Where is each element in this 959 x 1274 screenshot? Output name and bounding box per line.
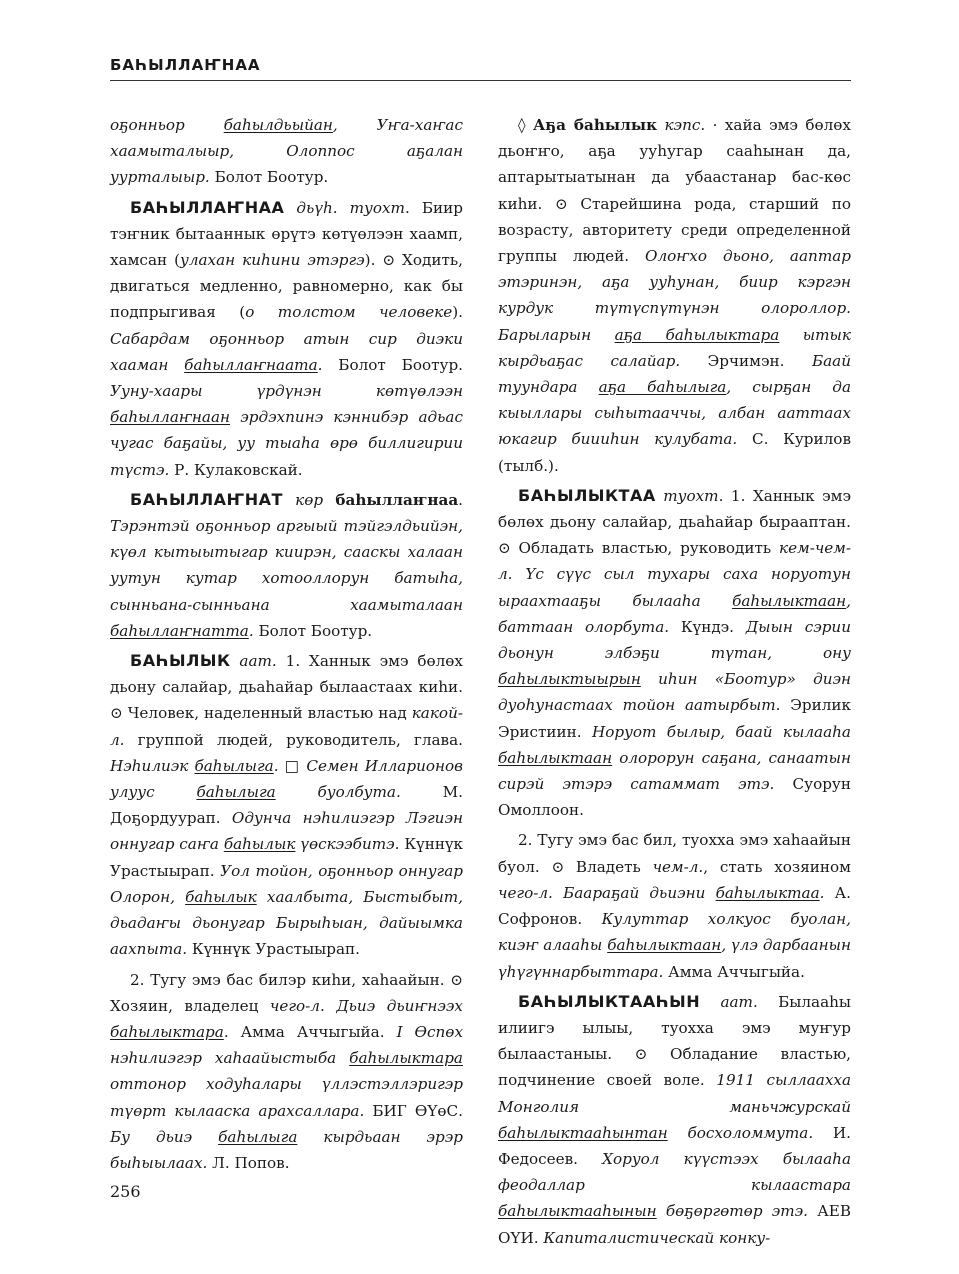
entry-bahylyk-sense-2: [110, 967, 463, 1177]
example-text: хаалбыта, Быстыбыт, дьадаҥы дьонугар Бырыһыан, дайыымка аахпыта.: [110, 887, 463, 959]
example-text: , үлэ дарбаанын үһүгүннарбыттара.: [498, 936, 851, 981]
usage-note: кем-чем-л.: [498, 539, 851, 584]
header-rule: [110, 80, 851, 81]
source-author: Л. Попов.: [207, 1153, 290, 1172]
underlined-word: баһылыга: [196, 783, 276, 802]
entry-bahylyktaa-sense-2: [498, 827, 851, 984]
example-text: Үс сүүс сыл тухары саха норуотун ыраахтааҕы былааһа: [498, 565, 851, 610]
definition-text: Биир тэҥник бытааннык өрүтэ көтүөлээн хаамп, хамсан (: [110, 198, 463, 270]
underlined-word: баһыллаҥнаан: [110, 408, 231, 427]
source-author: Эрчимэн.: [680, 351, 812, 370]
source-author: Болот Боотур.: [209, 168, 329, 187]
grammar-label: дьүһ. туохт.: [284, 198, 410, 217]
underlined-word: аҕа баһылыктара: [614, 325, 780, 344]
example-text: Норуот былыр, баай кылааһа: [591, 722, 851, 741]
example-text: олорорун саҕана, санаатын сирэй этэрэ сатаммат этэ.: [498, 748, 851, 794]
example-text: Уол тойон, оҕонньор оннугар Олорон,: [110, 861, 463, 906]
definition-text: 1. Ханнык эмэ бөлөх дьону салайар, дьаһайар бырааптан. ⊙ Обладать властью, руководить: [498, 486, 851, 558]
example-text: кырдьаан эрэр быһыылаах.: [110, 1127, 463, 1172]
diamond-icon: ◊: [518, 116, 533, 134]
punctuation: .: [317, 355, 323, 374]
underlined-word: баһыллаҥнаата: [184, 355, 318, 374]
source-author: И. Федосеев.: [498, 1123, 851, 1168]
translation-text: группой людей, руководитель, глава.: [124, 730, 463, 749]
example-text: оҕонньор: [110, 116, 224, 134]
underlined-word: баһылыктара: [110, 1022, 224, 1041]
left-column: [110, 112, 463, 1176]
source-author: С. Курилов (тылб.).: [498, 430, 851, 475]
example-text: Бу дьиэ: [110, 1127, 219, 1146]
source-author: А. Софронов.: [498, 883, 851, 929]
underlined-word: баһылык: [223, 835, 296, 854]
source-author: АЕВ ОҮИ.: [498, 1202, 851, 1247]
source-author: Амма Аччыгыйа.: [228, 1022, 397, 1041]
underlined-word: баһылыга: [194, 756, 274, 775]
example-text: 1911 сыллаахха Монголия маньчжурскай: [498, 1071, 852, 1116]
underlined-word: баһылыктаан: [607, 936, 722, 955]
punctuation: .: [223, 1022, 229, 1041]
underlined-word: баһыллаҥнатта: [110, 621, 249, 640]
usage-note: улахан киһини этэргэ: [180, 251, 365, 270]
example-text: бөҕөргөтөр этэ.: [656, 1202, 809, 1221]
example-text: Капиталистическай конку-: [543, 1228, 771, 1247]
phrase-headword: Аҕа баһылык: [532, 116, 658, 134]
headword: БАҺЫЛЫК: [130, 651, 231, 671]
source-author: Күннүк Урастыырап.: [187, 940, 360, 959]
grammar-label: аат.: [700, 992, 758, 1011]
underlined-word: баһылыктаа: [715, 883, 820, 902]
example-text: Ууну-хаары үрдүнэн көтүөлээн: [110, 382, 463, 401]
translation-text: ). ⊙ Ходить, двигаться медленно, равномерно, как бы подпрыгивая (: [110, 251, 463, 322]
source-author: Эрилик Эристиин.: [498, 696, 851, 741]
definition-text: 1. Ханнык эмэ бөлөх дьону салайар, дьаһайар былаастаах киһи. ⊙ Человек, наделенный властью над: [110, 652, 463, 723]
source-author: М. Доҕордуурап.: [110, 783, 463, 828]
source-author: БИГ ӨҮөС.: [364, 1101, 463, 1120]
example-text: Бaaраҕай дьиэни: [563, 883, 716, 902]
headword: БАҺЫЛЫКТААҺЫН: [518, 991, 701, 1011]
grammar-label: кэпс. ·: [657, 116, 718, 134]
source-author: Суорун Омоллоон.: [498, 775, 851, 820]
underlined-word: баһылыктааһынтан: [498, 1123, 668, 1142]
definition-text: 2. Тугу эмэ бас билэр киһи, хаһаайын. ⊙ Хозяин, владелец: [110, 970, 463, 1015]
source-author: Болот Боотур.: [322, 355, 463, 374]
underlined-word: баһылыктара: [349, 1049, 463, 1068]
grammar-label: көр: [282, 490, 336, 509]
example-text: Дыын сэрии дьонун элбэҕи түтан, ону: [498, 617, 851, 663]
source-author: Р. Кулаковскай.: [169, 460, 303, 479]
entry-aga-bahylyk: [498, 112, 851, 479]
example-text: босхоломмута.: [667, 1123, 814, 1142]
example-text: үөскээбитэ.: [295, 835, 400, 854]
punctuation: [553, 884, 563, 902]
example-text: Олоҥхо дьоно, ааптар этэринэн, аҕа ууһунан, биир кэргэн курдук түтүспүтүнэн олороллор. Барыларын: [498, 247, 851, 344]
underlined-word: баһылыктаан: [732, 591, 847, 610]
translation-text: , стать хозяином: [703, 857, 851, 876]
example-text: иһин «Боотур» диэн дуоһунастаах тойон аатырбыт.: [498, 670, 851, 715]
example-text: , баттаан олорбута.: [498, 591, 851, 636]
punctuation: ).: [452, 303, 463, 322]
punctuation: [513, 565, 526, 583]
underlined-word: аҕа баһылыга: [598, 378, 727, 397]
example-text: Сабардам оҕонньор атын сир диэки хааман: [110, 329, 463, 374]
example-text: буолбута.: [275, 783, 401, 802]
example-text: ытык кырдьаҕас салайар.: [498, 325, 851, 370]
example-text: оттонор ходуһалары үллэстэллэригэр түөрт кылааска арахсаллара.: [110, 1075, 463, 1120]
grammar-label: аат.: [230, 652, 277, 671]
usage-note: чего-л.: [269, 996, 325, 1015]
running-head: БАҺЫЛЛАҤНАА: [110, 56, 261, 74]
underlined-word: баһылыга: [218, 1127, 298, 1146]
example-text: Хоруол күүстээх былааһа феодаллар кылаастара: [498, 1149, 851, 1195]
example-text: Одунча нэһилиэгэр Лэгиэн оннугар саҥа: [110, 809, 463, 854]
usage-note: чего-л.: [498, 883, 553, 902]
grammar-label: туохт.: [655, 486, 724, 505]
source-author: Күннүк Урастыырап.: [110, 835, 464, 880]
right-column: [498, 112, 851, 1251]
definition-text: Былааһы илиигэ ылыы, туохха эмэ муҥур былаастаныы. ⊙ Обладание властью, подчинение своей воле.: [498, 992, 852, 1090]
entry-bahyllangnaa: [110, 195, 463, 483]
cross-reference: баһыллаҥнаа: [335, 490, 459, 509]
underlined-word: баһылыктаан: [498, 748, 613, 767]
source-author: Күндэ.: [669, 617, 746, 636]
example-text: . □ Семен Илларионов улуус: [110, 756, 463, 802]
example-text: , сырҕан да кыыллары сыһытааччы, албан ааттаах юкагир биииһин кулубата.: [498, 378, 851, 449]
entry-bahyllangnat: [110, 487, 463, 644]
example-text: эрдэхпинэ кэннибэр адьас чугас баҕайы, уу тыаһа өрө биллигирии түстэ.: [110, 408, 463, 479]
source-author: Амма Аччыгыйа.: [663, 962, 805, 981]
source-author: Болот Боотур.: [253, 621, 373, 640]
usage-note: какой-л.: [110, 704, 463, 749]
entry-continuation: [110, 112, 463, 191]
entry-bahylyktaahyn: [498, 989, 851, 1251]
headword: БАҺЫЛЫКТАА: [518, 485, 656, 505]
example-text: I Өспөх нэһилиэгэр хаһаайыстыба: [110, 1022, 464, 1068]
definition-text: 2. Тугу эмэ бас бил, туохха эмэ хаһаайын буол. ⊙ Владеть: [498, 831, 851, 876]
punctuation: .: [819, 883, 825, 902]
underlined-word: баһылык: [185, 887, 257, 906]
headword: БАҺЫЛЛАҤНАА: [130, 197, 285, 217]
usage-note: о толстом человеке: [245, 303, 453, 322]
entry-bahylyktaa: [498, 483, 851, 824]
example-text: Дьиэ дьиҥнээх: [336, 996, 463, 1015]
example-text: Баай туундара: [498, 351, 851, 397]
example-text: Кулуттар холкуос буолан, киэҥ алааһы: [498, 910, 851, 955]
headword: БАҺЫЛЛАҤНАТ: [130, 489, 283, 509]
punctuation: .: [248, 621, 254, 640]
example-text: Тэрэнтэй оҕонньор аргыый тэйгэлдьийэн, күөл кытыытыгар киирэн, сааскы халаан уутун кутар хотооллорун батыһа, сынньана-сынньана хаамыталаан: [110, 517, 463, 614]
usage-note: чем-л.: [652, 857, 704, 876]
underlined-word: баһылдьыйан: [223, 116, 333, 134]
page-number: 256: [110, 1182, 141, 1201]
definition-text: хайа эмэ бөлөх дьоҥҥо, аҕа ууһугар сааһынан да, аптарытыатынан да убаастанар бас-көс киһи. ⊙ Старейшина рода, старший по возрасту, авторитету среди определенной группы людей.: [498, 116, 851, 266]
example-text: Нэһилиэк: [110, 756, 195, 775]
punctuation: .: [458, 490, 463, 509]
entry-bahylyk: [110, 648, 463, 962]
underlined-word: баһылыктыырын: [498, 670, 641, 689]
underlined-word: баһылыктааһынын: [498, 1202, 657, 1221]
example-text: , Уҥа-хаҥас хаамыталыыр, Олоппос аҕалан уурталыыр.: [110, 116, 463, 187]
punctuation: [325, 997, 337, 1015]
